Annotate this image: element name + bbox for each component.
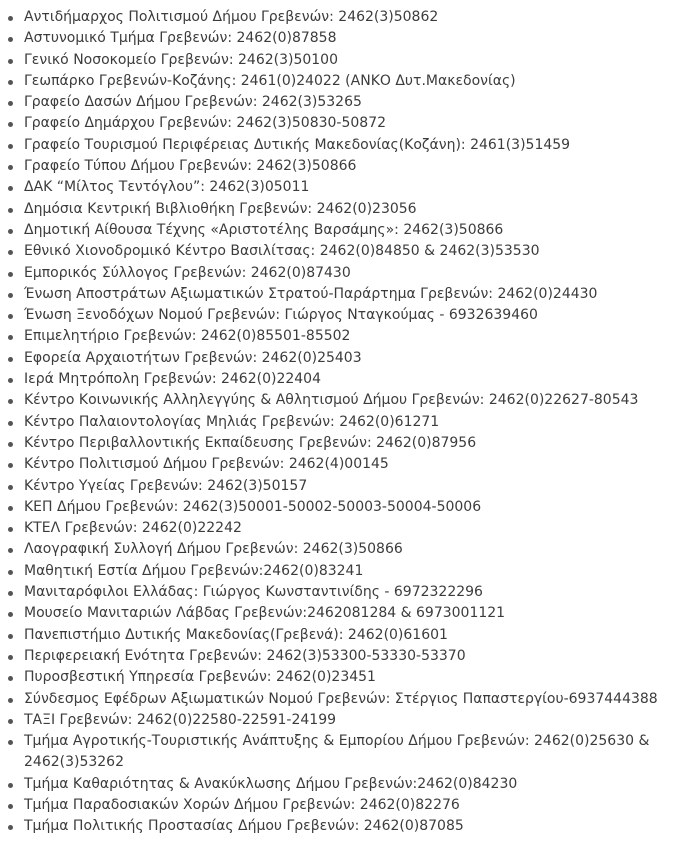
list-item-text: Σύνδεσμος Εφέδρων Αξιωματικών Νομού Γρεβενών: Στέργιος Παπαστεργίου-6937444388 (24, 690, 658, 707)
bullet-icon (8, 37, 13, 42)
list-item (0, 263, 683, 284)
list-item-text: Εφορεία Αρχαιοτήτων Γρεβενών: 2462(0)25403 (24, 349, 362, 366)
list-item (0, 113, 683, 134)
list-item-text: Γραφείο Δημάρχου Γρεβενών: 2462(3)50830-50872 (24, 115, 387, 132)
list-item (0, 689, 683, 710)
list-item-text: Αντιδήμαρχος Πολιτισμού Δήμου Γρεβενών: 2462(3)50862 (24, 9, 439, 25)
bullet-icon (8, 485, 13, 490)
list-item (0, 326, 683, 347)
list-item-text: Δημόσια Κεντρική Βιβλιοθήκη Γρεβενών: 2462(0)23056 (24, 200, 417, 217)
list-item (0, 348, 683, 369)
list-item-text: ΔΑΚ “Μίλτος Τεντόγλου”: 2462(3)05011 (24, 179, 310, 196)
bullet-icon (8, 144, 13, 149)
list-item (0, 603, 683, 624)
list-item-text: Κέντρο Περιβαλλοντικής Εκπαίδευσης Γρεβενών: 2462(0)87956 (24, 434, 477, 451)
bullet-icon (8, 122, 13, 127)
list-item-text: ΤΑΞΙ Γρεβενών: 2462(0)22580-22591-24199 (24, 711, 337, 728)
list-item (0, 7, 683, 28)
list-item-text: Κέντρο Πολιτισμού Δήμου Γρεβενών: 2462(4)00145 (24, 456, 389, 473)
list-item (0, 433, 683, 454)
list-item (0, 816, 683, 837)
list-item-text: Ιερά Μητρόπολη Γρεβενών: 2462(0)22404 (24, 371, 321, 388)
list-item-text: Τμήμα Καθαριότητας & Ανακύκλωσης Δήμου Γρεβενών:2462(0)84230 (24, 775, 518, 792)
list-item-text: Γενικό Νοσοκομείο Γρεβενών: 2462(3)50100 (24, 51, 338, 68)
list-item (0, 50, 683, 71)
bullet-icon (8, 59, 13, 64)
list-item-text: Περιφερειακή Ενότητα Γρεβενών: 2462(3)53300-53330-53370 (24, 647, 466, 664)
list-item (0, 582, 683, 603)
list-item-text: Μαθητική Εστία Δήμου Γρεβενών:2462(0)83241 (24, 562, 364, 579)
bullet-icon (8, 740, 13, 745)
bullet-icon (8, 463, 13, 468)
bullet-icon (8, 229, 13, 234)
list-item-text: Κέντρο Κοινωνικής Αλληλεγγύης & Αθλητισμού Δήμου Γρεβενών: 2462(0)22627-80543 (24, 392, 639, 409)
bullet-icon (8, 634, 13, 639)
list-item-text: Τμήμα Πολιτικής Προστασίας Δήμου Γρεβενών: 2462(0)87085 (24, 818, 464, 835)
list-item (0, 135, 683, 156)
list-item (0, 412, 683, 433)
list-item (0, 646, 683, 667)
bullet-icon (8, 698, 13, 703)
bullet-icon (8, 165, 13, 170)
bullet-icon (8, 208, 13, 213)
list-item-text: Δημοτική Αίθουσα Τέχνης «Αριστοτέλης Βαρσάμης»: 2462(3)50866 (24, 221, 504, 238)
bullet-icon (8, 825, 13, 830)
list-item (0, 92, 683, 113)
list-item (0, 774, 683, 795)
list-item-text: ΚΤΕΛ Γρεβενών: 2462(0)22242 (24, 520, 242, 537)
list-item-text: Ένωση Ξενοδόχων Νομού Γρεβενών: Γιώργος Νταγκούμας - 6932639460 (24, 307, 538, 324)
list-item (0, 625, 683, 646)
bullet-icon (8, 421, 13, 426)
bullet-icon (8, 804, 13, 809)
bullet-icon (8, 101, 13, 106)
list-item-text: Πυροσβεστική Υπηρεσία Γρεβενών: 2462(0)23451 (24, 669, 376, 686)
list-item-text: Μανιταρόφιλοι Ελλάδας: Γιώργος Κωνσταντινίδης - 6972322296 (24, 584, 483, 601)
list-item-text: Αστυνομικό Τμήμα Γρεβενών: 2462(0)87858 (24, 30, 337, 47)
bullet-icon (8, 186, 13, 191)
bullet-icon (8, 250, 13, 255)
list-item (0, 284, 683, 305)
list-item (0, 71, 683, 92)
list-item-text: Τμήμα Αγροτικής-Τουριστικής Ανάπτυξης & Εμπορίου Δήμου Γρεβενών: 2462(0)25630 & 2462(3)53262 (24, 733, 650, 771)
bullet-icon (8, 783, 13, 788)
list-item (0, 795, 683, 816)
bullet-icon (8, 357, 13, 362)
list-item-text: Πανεπιστήμιο Δυτικής Μακεδονίας(Γρεβενά): 2462(0)61601 (24, 626, 448, 643)
list-item (0, 667, 683, 688)
bullet-icon (8, 80, 13, 85)
list-item-text: Ένωση Αποστράτων Αξιωματικών Στρατού-Παράρτημα Γρεβενών: 2462(0)24430 (24, 285, 598, 302)
list-item-text: Γραφείο Τουρισμού Περιφέρειας Δυτικής Μακεδονίας(Κοζάνη): 2461(3)51459 (24, 136, 571, 153)
bullet-icon (8, 570, 13, 575)
bullet-icon (8, 335, 13, 340)
list-item-text: Κέντρο Υγείας Γρεβενών: 2462(3)50157 (24, 477, 308, 494)
bullet-icon (8, 16, 13, 21)
list-item (0, 156, 683, 177)
list-item-text: Εμπορικός Σύλλογος Γρεβενών: 2462(0)87430 (24, 264, 351, 281)
list-item (0, 561, 683, 582)
list-item-text: Γεωπάρκο Γρεβενών-Κοζάνης: 2461(0)24022 (ΑΝΚΟ Δυτ.Μακεδονίας) (24, 72, 516, 89)
list-item-text: Μουσείο Μανιταριών Λάβδας Γρεβενών:2462081284 & 6973001121 (24, 605, 506, 622)
bullet-icon (8, 655, 13, 660)
list-item-text: Γραφείο Τύπου Δήμου Γρεβενών: 2462(3)50866 (24, 158, 357, 175)
bullet-icon (8, 506, 13, 511)
list-item (0, 476, 683, 497)
list-item (0, 369, 683, 390)
bullet-icon (8, 676, 13, 681)
list-item (0, 241, 683, 262)
bullet-icon (8, 293, 13, 298)
bullet-icon (8, 548, 13, 553)
bullet-icon (8, 612, 13, 617)
list-item (0, 731, 683, 774)
list-item (0, 28, 683, 49)
list-item-text: Επιμελητήριο Γρεβενών: 2462(0)85501-85502 (24, 328, 351, 345)
list-item-text: Γραφείο Δασών Δήμου Γρεβενών: 2462(3)53265 (24, 94, 362, 111)
list-item (0, 199, 683, 220)
list-item (0, 390, 683, 411)
bullet-icon (8, 591, 13, 596)
list-item (0, 518, 683, 539)
bullet-icon (8, 378, 13, 383)
list-item (0, 220, 683, 241)
list-item-text: Λαογραφική Συλλογή Δήμου Γρεβενών: 2462(3)50866 (24, 541, 403, 558)
bullet-icon (8, 527, 13, 532)
list-item-text: Εθνικό Χιονοδρομικό Κέντρο Βασιλίτσας: 2462(0)84850 & 2462(3)53530 (24, 243, 540, 260)
bullet-icon (8, 314, 13, 319)
list-item-text: Τμήμα Παραδοσιακών Χορών Δήμου Γρεβενών: 2462(0)82276 (24, 796, 460, 813)
list-item-text: ΚΕΠ Δήμου Γρεβενών: 2462(3)50001-50002-50003-50004-50006 (24, 498, 482, 515)
list-item (0, 177, 683, 198)
bullet-icon (8, 399, 13, 404)
list-item-text: Κέντρο Παλαιοντολογίας Μηλιάς Γρεβενών: 2462(0)61271 (24, 413, 440, 430)
list-item (0, 454, 683, 475)
bullet-icon (8, 272, 13, 277)
bullet-icon (8, 719, 13, 724)
bullet-icon (8, 442, 13, 447)
list-item (0, 497, 683, 518)
list-item (0, 710, 683, 731)
list-item (0, 305, 683, 326)
list-item (0, 539, 683, 560)
